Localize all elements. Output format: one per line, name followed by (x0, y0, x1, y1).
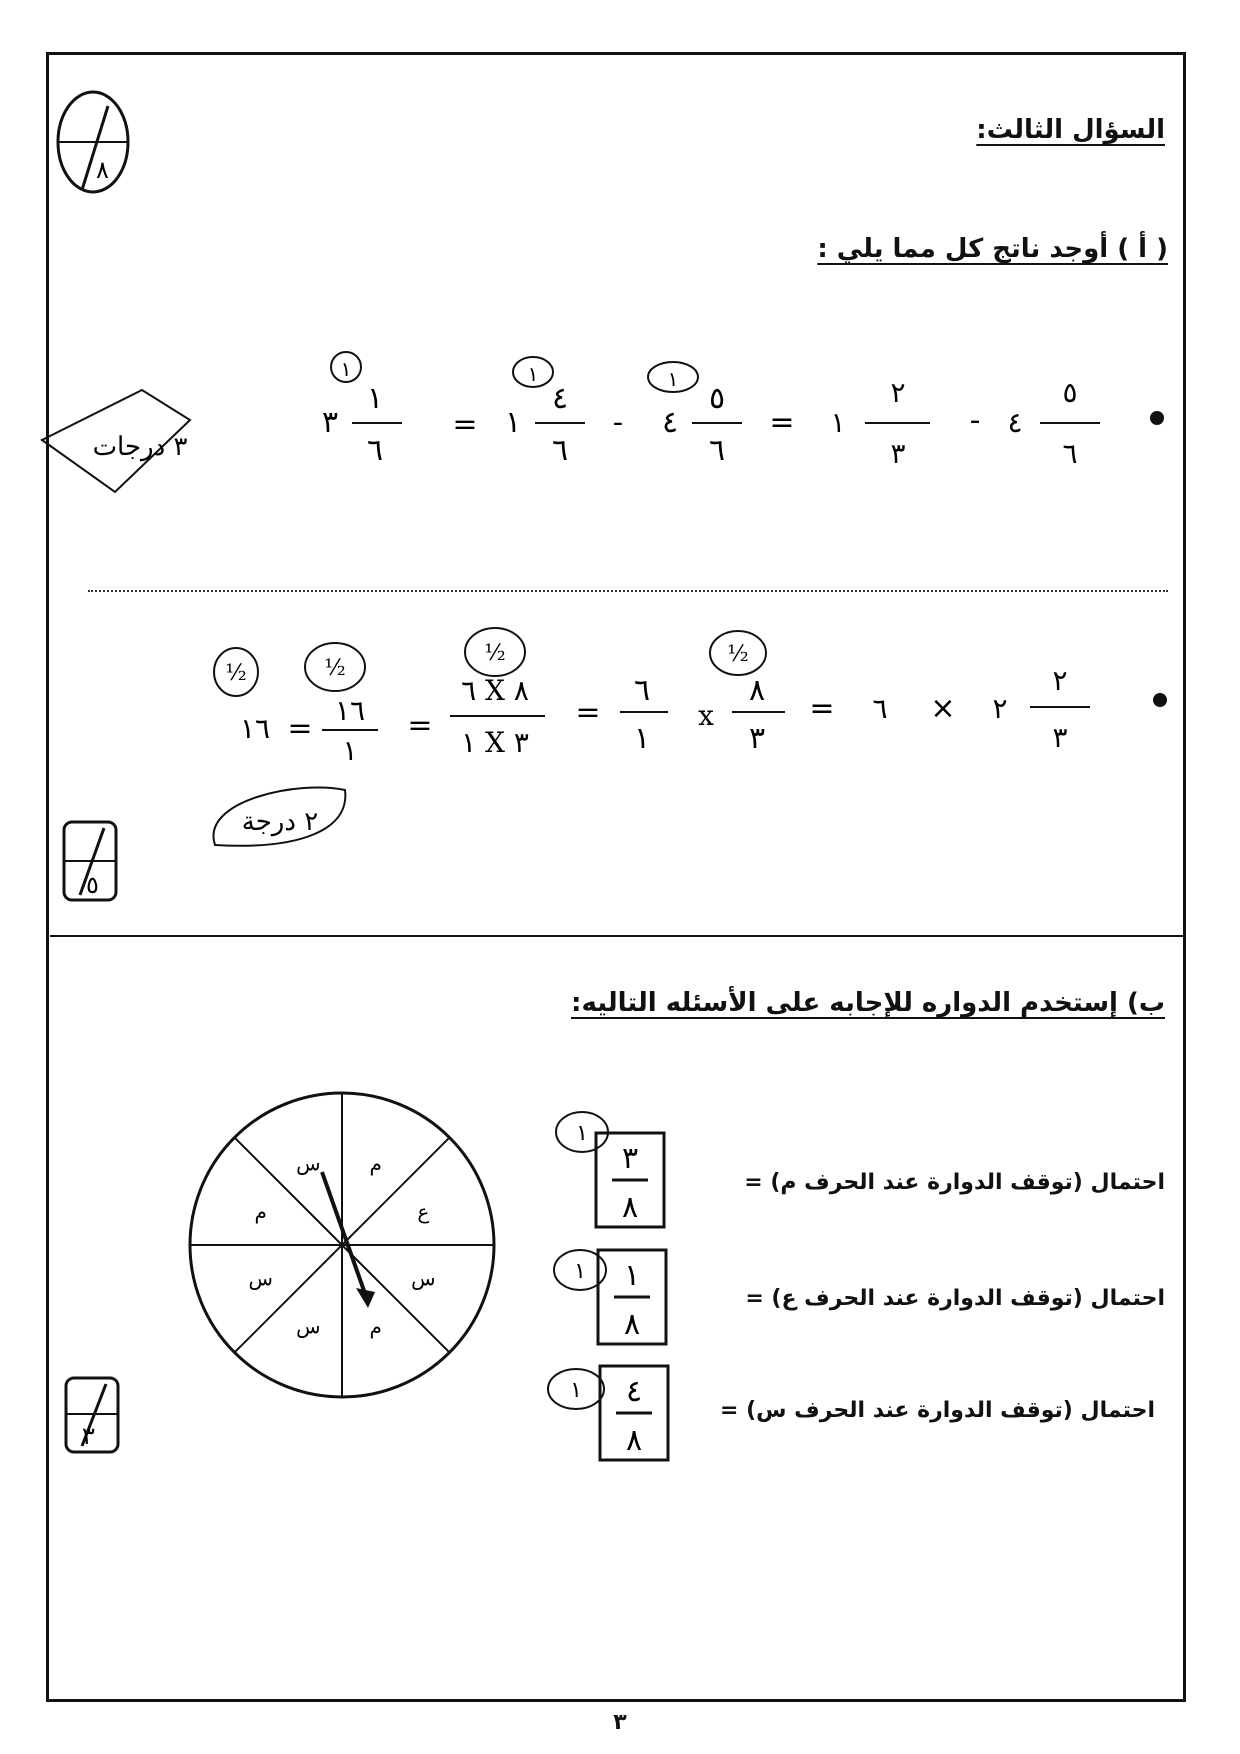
p1-hand-minus: - (612, 405, 624, 440)
side-note: ٢ درجة (241, 807, 319, 837)
grade-mark: ١ (576, 1121, 588, 1146)
answer-numerator: ١ (623, 1258, 641, 1293)
spinner-arrowhead (356, 1288, 375, 1308)
answer-denominator: ٨ (623, 1307, 641, 1342)
p2-whole: ٢ (992, 692, 1008, 725)
p2-hand-num: ١٦ (334, 694, 366, 727)
problem2-bullet (1153, 693, 1167, 707)
spinner-sector-line (342, 1138, 449, 1245)
p1-equals: = (769, 405, 795, 440)
probability-question-seen: احتمال (توقف الدوارة عند الحرف س) = (720, 1398, 1155, 1423)
p1-hand-den: ٦ (708, 433, 726, 468)
p2-hand-equals: = (287, 711, 313, 746)
part-a-score-value: ٥ (86, 871, 99, 899)
grade-mark: ½ (484, 641, 506, 666)
p1-hand-equals: = (452, 407, 478, 442)
page-number: ٣ (613, 1710, 627, 1735)
p1-whole: ١ (830, 406, 846, 439)
question-title: السؤال الثالث: (976, 115, 1165, 145)
p1-den: ٦ (1062, 437, 1078, 470)
p2-hand-times: x (698, 699, 714, 732)
p2-hand-num: ٦ (633, 673, 651, 708)
answer-numerator: ٤ (625, 1374, 643, 1409)
spinner-arrow (322, 1172, 368, 1302)
grade-mark: ١ (527, 362, 539, 386)
p1-num: ٥ (1062, 376, 1078, 409)
score-oval-value: ٨ (96, 156, 109, 184)
part-b-instruction: ب) إستخدم الدواره للإجابه على الأسئله التاليه: (571, 988, 1165, 1018)
spinner-sector-line (235, 1245, 342, 1352)
p2-hand-den: ١ X ٣ (461, 726, 529, 759)
p2-hand-den: ١ (633, 721, 651, 756)
probability-question-m: احتمال (توقف الدوارة عند الحرف م) = (744, 1170, 1165, 1195)
p1-hand-den: ٦ (551, 433, 569, 468)
answer-denominator: ٨ (621, 1190, 639, 1225)
p2-hand-den: ١ (342, 734, 358, 767)
p1-hand-num: ١ (366, 381, 384, 416)
p2-hand-den: ٣ (748, 721, 766, 756)
spinner-sector-label: س (248, 1266, 273, 1291)
answer-denominator: ٨ (625, 1423, 643, 1458)
p1-hand-whole: ٣ (321, 405, 339, 440)
spinner-sector-label: م (369, 1151, 382, 1176)
p1-hand-num: ٥ (708, 381, 726, 416)
p2-hand-equals: = (407, 708, 433, 743)
spinner-sector-label: س (296, 1314, 321, 1339)
spinner-sector-line (342, 1245, 449, 1352)
spinner-sector-label: ع (417, 1199, 430, 1224)
problem1-bullet (1150, 411, 1164, 425)
p2-hand-num: ٦ X ٨ (461, 674, 529, 707)
side-note: ٣ درجات (92, 432, 188, 462)
p2-den: ٣ (1052, 721, 1068, 754)
part-b-score-value: ٣ (82, 1422, 95, 1450)
spinner-sector-label: م (369, 1314, 382, 1339)
grade-mark: ١ (574, 1259, 586, 1284)
spinner-sector-label: م (254, 1199, 267, 1224)
p1-hand-whole: ٤ (661, 405, 679, 440)
p2-equals: = (809, 691, 835, 726)
p2-hand-num: ٨ (748, 673, 766, 708)
grade-mark: ½ (225, 661, 247, 686)
spinner-sector-line (235, 1138, 342, 1245)
p2-hand-equals: = (575, 695, 601, 730)
grade-mark: ١ (570, 1378, 582, 1403)
grade-mark: ½ (324, 656, 346, 681)
p1-whole: ٤ (1007, 406, 1023, 439)
p1-minus: - (969, 403, 981, 438)
answer-numerator: ٣ (621, 1141, 639, 1176)
spinner-sector-label: س (296, 1151, 321, 1176)
p1-den: ٣ (890, 437, 906, 470)
grade-mark: ½ (727, 642, 749, 667)
p1-num: ٢ (890, 376, 906, 409)
p2-hand-result: ١٦ (239, 712, 271, 745)
p2-six: ٦ (872, 692, 888, 725)
p1-hand-whole: ١ (504, 405, 522, 440)
grade-mark: ١ (667, 367, 679, 391)
spinner (190, 1093, 494, 1397)
part-a-instruction: ( أ ) أوجد ناتج كل مما يلي : (817, 234, 1168, 264)
p1-hand-num: ٤ (551, 381, 569, 416)
p2-num: ٢ (1052, 664, 1068, 697)
probability-question-ain: احتمال (توقف الدوارة عند الحرف ع) = (745, 1286, 1165, 1311)
spinner-sector-label: س (411, 1266, 436, 1291)
grade-mark: ١ (340, 357, 352, 381)
p1-hand-den: ٦ (366, 433, 384, 468)
p2-times: × (930, 691, 956, 726)
